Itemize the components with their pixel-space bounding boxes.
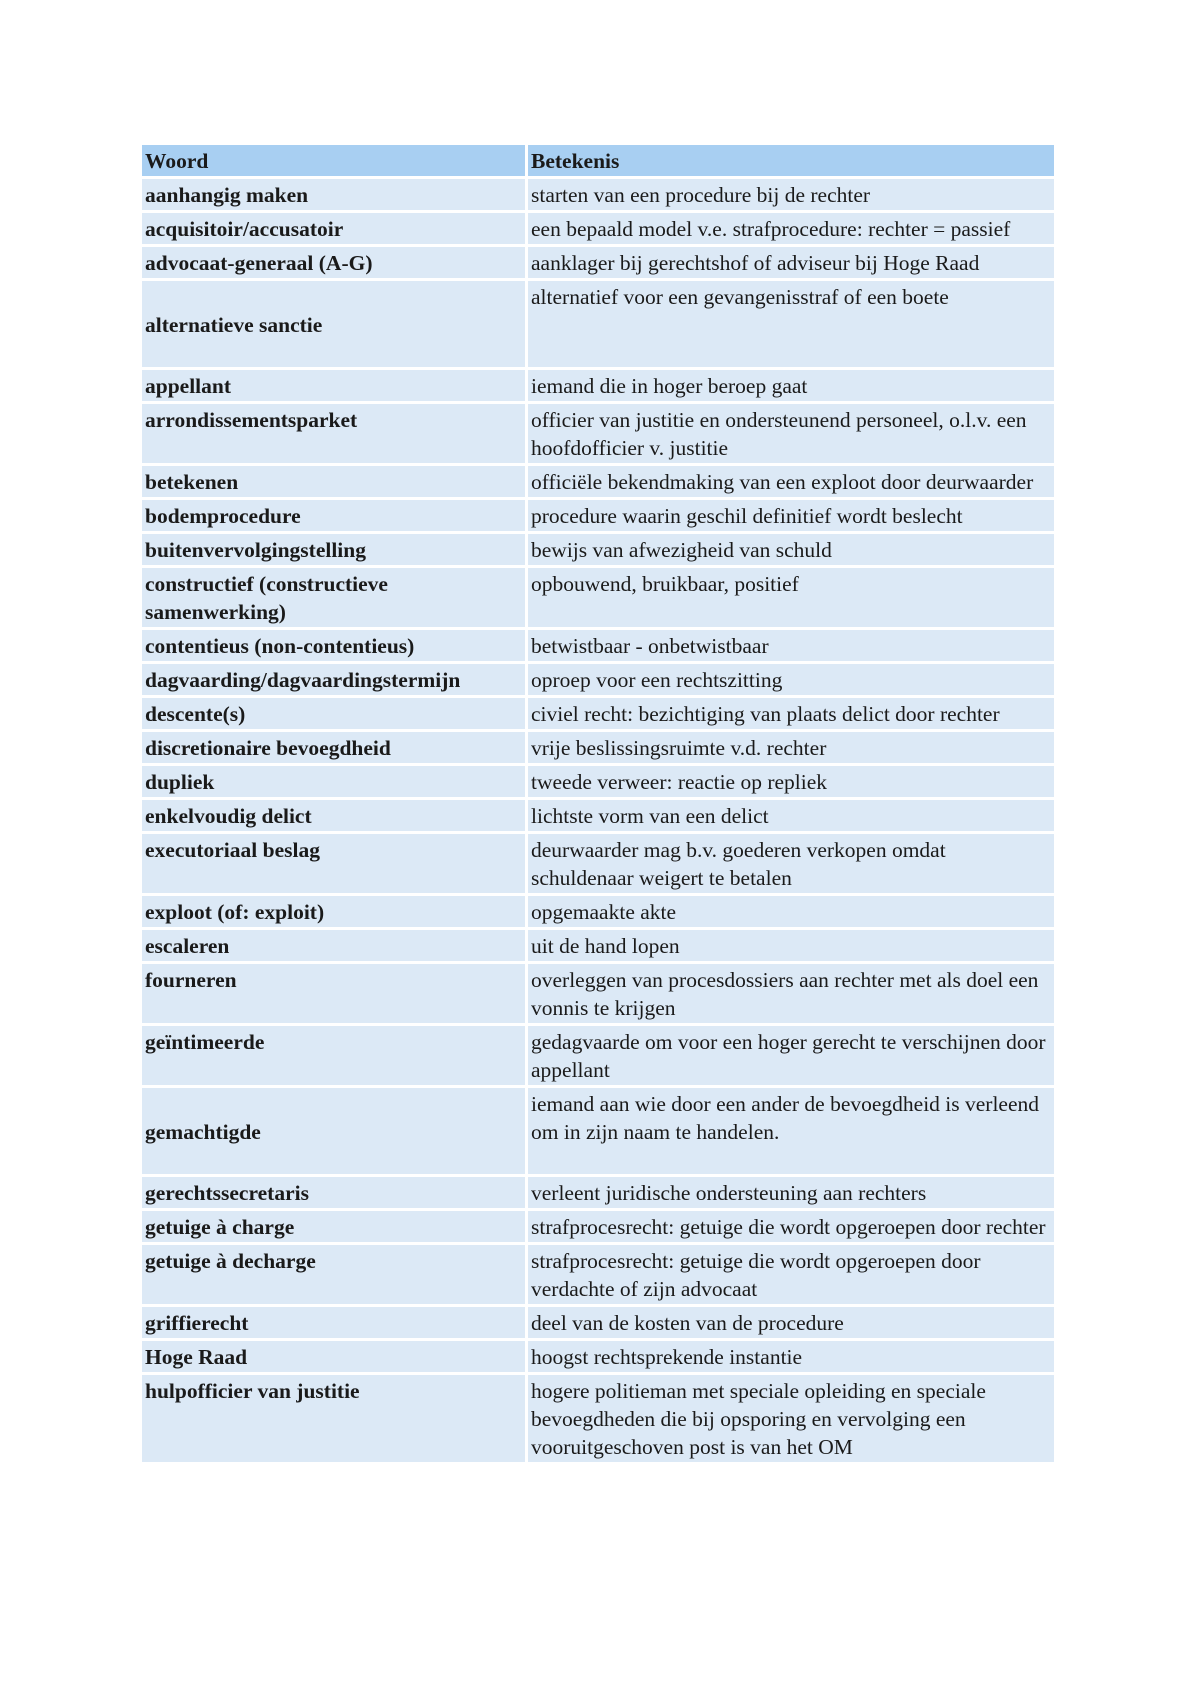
term-cell: gemachtigde — [142, 1088, 528, 1177]
term-cell: exploot (of: exploit) — [142, 896, 528, 930]
term-cell: enkelvoudig delict — [142, 800, 528, 834]
term-cell: buitenvervolgingstelling — [142, 534, 528, 568]
term-cell: betekenen — [142, 466, 528, 500]
meaning-cell: officiële bekendmaking van een exploot door deurwaarder — [528, 466, 1054, 500]
meaning-cell: opbouwend, bruikbaar, positief — [528, 568, 1054, 630]
term-cell: bodemprocedure — [142, 500, 528, 534]
meaning-cell: iemand die in hoger beroep gaat — [528, 370, 1054, 404]
table-row — [142, 1177, 1054, 1211]
term-cell: aanhangig maken — [142, 179, 528, 213]
table-row — [142, 1088, 1054, 1177]
meaning-cell: hogere politieman met speciale opleiding en speciale bevoegdheden die bij opsporing en vervolging een vooruitgeschoven post is van het OM — [528, 1375, 1054, 1465]
meaning-cell: aanklager bij gerechtshof of adviseur bij Hoge Raad — [528, 247, 1054, 281]
term-cell: acquisitoir/accusatoir — [142, 213, 528, 247]
term-cell: getuige à charge — [142, 1211, 528, 1245]
table-row — [142, 466, 1054, 500]
table-row — [142, 281, 1054, 370]
term-cell: getuige à decharge — [142, 1245, 528, 1307]
table-row — [142, 800, 1054, 834]
table-row — [142, 964, 1054, 1026]
table-header-row — [142, 145, 1054, 179]
meaning-cell: starten van een procedure bij de rechter — [528, 179, 1054, 213]
table-row — [142, 179, 1054, 213]
table-row — [142, 1245, 1054, 1307]
table-row — [142, 247, 1054, 281]
meaning-cell: een bepaald model v.e. strafprocedure: rechter = passief — [528, 213, 1054, 247]
column-header-term: Woord — [142, 145, 528, 179]
table-row — [142, 500, 1054, 534]
meaning-cell: overleggen van procesdossiers aan rechter met als doel een vonnis te krijgen — [528, 964, 1054, 1026]
term-cell: Hoge Raad — [142, 1341, 528, 1375]
meaning-cell: deurwaarder mag b.v. goederen verkopen omdat schuldenaar weigert te betalen — [528, 834, 1054, 896]
term-cell: alternatieve sanctie — [142, 281, 528, 370]
table-row — [142, 1026, 1054, 1088]
term-cell: discretionaire bevoegdheid — [142, 732, 528, 766]
meaning-cell: betwistbaar - onbetwistbaar — [528, 630, 1054, 664]
table-row — [142, 630, 1054, 664]
table-row — [142, 930, 1054, 964]
meaning-cell: procedure waarin geschil definitief wordt beslecht — [528, 500, 1054, 534]
meaning-cell: uit de hand lopen — [528, 930, 1054, 964]
meaning-cell: iemand aan wie door een ander de bevoegdheid is verleend om in zijn naam te handelen. — [528, 1088, 1054, 1177]
meaning-cell: oproep voor een rechtszitting — [528, 664, 1054, 698]
table-row — [142, 1341, 1054, 1375]
table-row — [142, 1307, 1054, 1341]
term-cell: contentieus (non-contentieus) — [142, 630, 528, 664]
table-row — [142, 370, 1054, 404]
term-cell: dagvaarding/dagvaardingstermijn — [142, 664, 528, 698]
table-row — [142, 698, 1054, 732]
term-cell: fourneren — [142, 964, 528, 1026]
meaning-cell: verleent juridische ondersteuning aan rechters — [528, 1177, 1054, 1211]
term-cell: descente(s) — [142, 698, 528, 732]
meaning-cell: lichtste vorm van een delict — [528, 800, 1054, 834]
term-cell: escaleren — [142, 930, 528, 964]
term-cell: dupliek — [142, 766, 528, 800]
meaning-cell: civiel recht: bezichtiging van plaats delict door rechter — [528, 698, 1054, 732]
meaning-cell: bewijs van afwezigheid van schuld — [528, 534, 1054, 568]
meaning-cell: tweede verweer: reactie op repliek — [528, 766, 1054, 800]
term-cell: advocaat-generaal (A-G) — [142, 247, 528, 281]
meaning-cell: hoogst rechtsprekende instantie — [528, 1341, 1054, 1375]
table-row — [142, 1211, 1054, 1245]
meaning-cell: opgemaakte akte — [528, 896, 1054, 930]
table-row — [142, 664, 1054, 698]
term-cell: appellant — [142, 370, 528, 404]
term-cell: geïntimeerde — [142, 1026, 528, 1088]
meaning-cell: officier van justitie en ondersteunend personeel, o.l.v. een hoofdofficier v. justitie — [528, 404, 1054, 466]
table-row — [142, 766, 1054, 800]
table-row — [142, 568, 1054, 630]
table-row — [142, 213, 1054, 247]
term-cell: griffierecht — [142, 1307, 528, 1341]
column-header-meaning: Betekenis — [528, 145, 1054, 179]
table-row — [142, 404, 1054, 466]
meaning-cell: strafprocesrecht: getuige die wordt opgeroepen door verdachte of zijn advocaat — [528, 1245, 1054, 1307]
term-cell: executoriaal beslag — [142, 834, 528, 896]
table-row — [142, 896, 1054, 930]
term-cell: hulpofficier van justitie — [142, 1375, 528, 1465]
glossary-body — [142, 179, 1054, 1465]
meaning-cell: deel van de kosten van de procedure — [528, 1307, 1054, 1341]
table-row — [142, 1375, 1054, 1465]
glossary-table — [142, 145, 1054, 1465]
table-row — [142, 834, 1054, 896]
meaning-cell: strafprocesrecht: getuige die wordt opgeroepen door rechter — [528, 1211, 1054, 1245]
term-cell: constructief (constructieve samenwerking) — [142, 568, 528, 630]
meaning-cell: vrije beslissingsruimte v.d. rechter — [528, 732, 1054, 766]
table-row — [142, 732, 1054, 766]
table-row — [142, 534, 1054, 568]
meaning-cell: gedagvaarde om voor een hoger gerecht te verschijnen door appellant — [528, 1026, 1054, 1088]
term-cell: arrondissementsparket — [142, 404, 528, 466]
term-cell: gerechtssecretaris — [142, 1177, 528, 1211]
meaning-cell: alternatief voor een gevangenisstraf of een boete — [528, 281, 1054, 370]
